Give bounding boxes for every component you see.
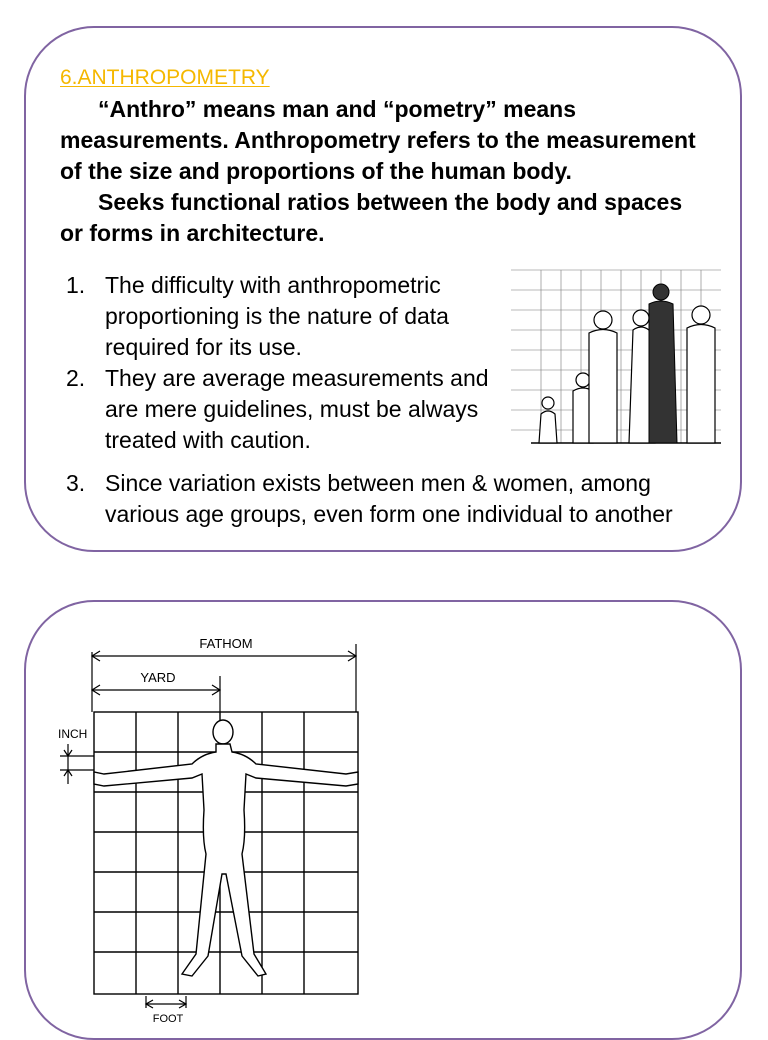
intro-paragraph-1: “Anthro” means man and “pometry” means measurements. Anthropometry refers to the measurement of the size and proportions of the human body. — [60, 96, 696, 184]
fathom-label: FATHOM — [199, 636, 253, 651]
slide-body-proportions — [24, 600, 742, 1040]
people-grid-illustration — [511, 258, 721, 448]
list-number: 2. — [66, 365, 86, 391]
list-item — [60, 270, 495, 363]
list-text: The difficulty with anthropometric proportioning is the nature of data required for its use. — [105, 272, 449, 360]
intro-text — [60, 94, 700, 249]
yard-label: YARD — [140, 670, 176, 685]
body-proportions-diagram — [46, 624, 386, 1024]
list-item — [60, 468, 695, 530]
inch-label: INCH — [58, 727, 88, 741]
slide-anthropometry-text — [24, 26, 742, 552]
list-number: 1. — [66, 272, 86, 298]
list-item — [60, 363, 495, 456]
foot-label: FOOT — [152, 1013, 184, 1024]
section-title: 6.ANTHROPOMETRY — [60, 66, 270, 89]
list-number: 3. — [66, 470, 86, 496]
list-text: Since variation exists between men & women, among various age groups, even form one individual to another — [105, 470, 673, 527]
intro-paragraph-2: Seeks functional ratios between the body and spaces or forms in architecture. — [60, 189, 683, 246]
list-text: They are average measurements and are mere guidelines, must be always treated with caution. — [105, 365, 489, 453]
